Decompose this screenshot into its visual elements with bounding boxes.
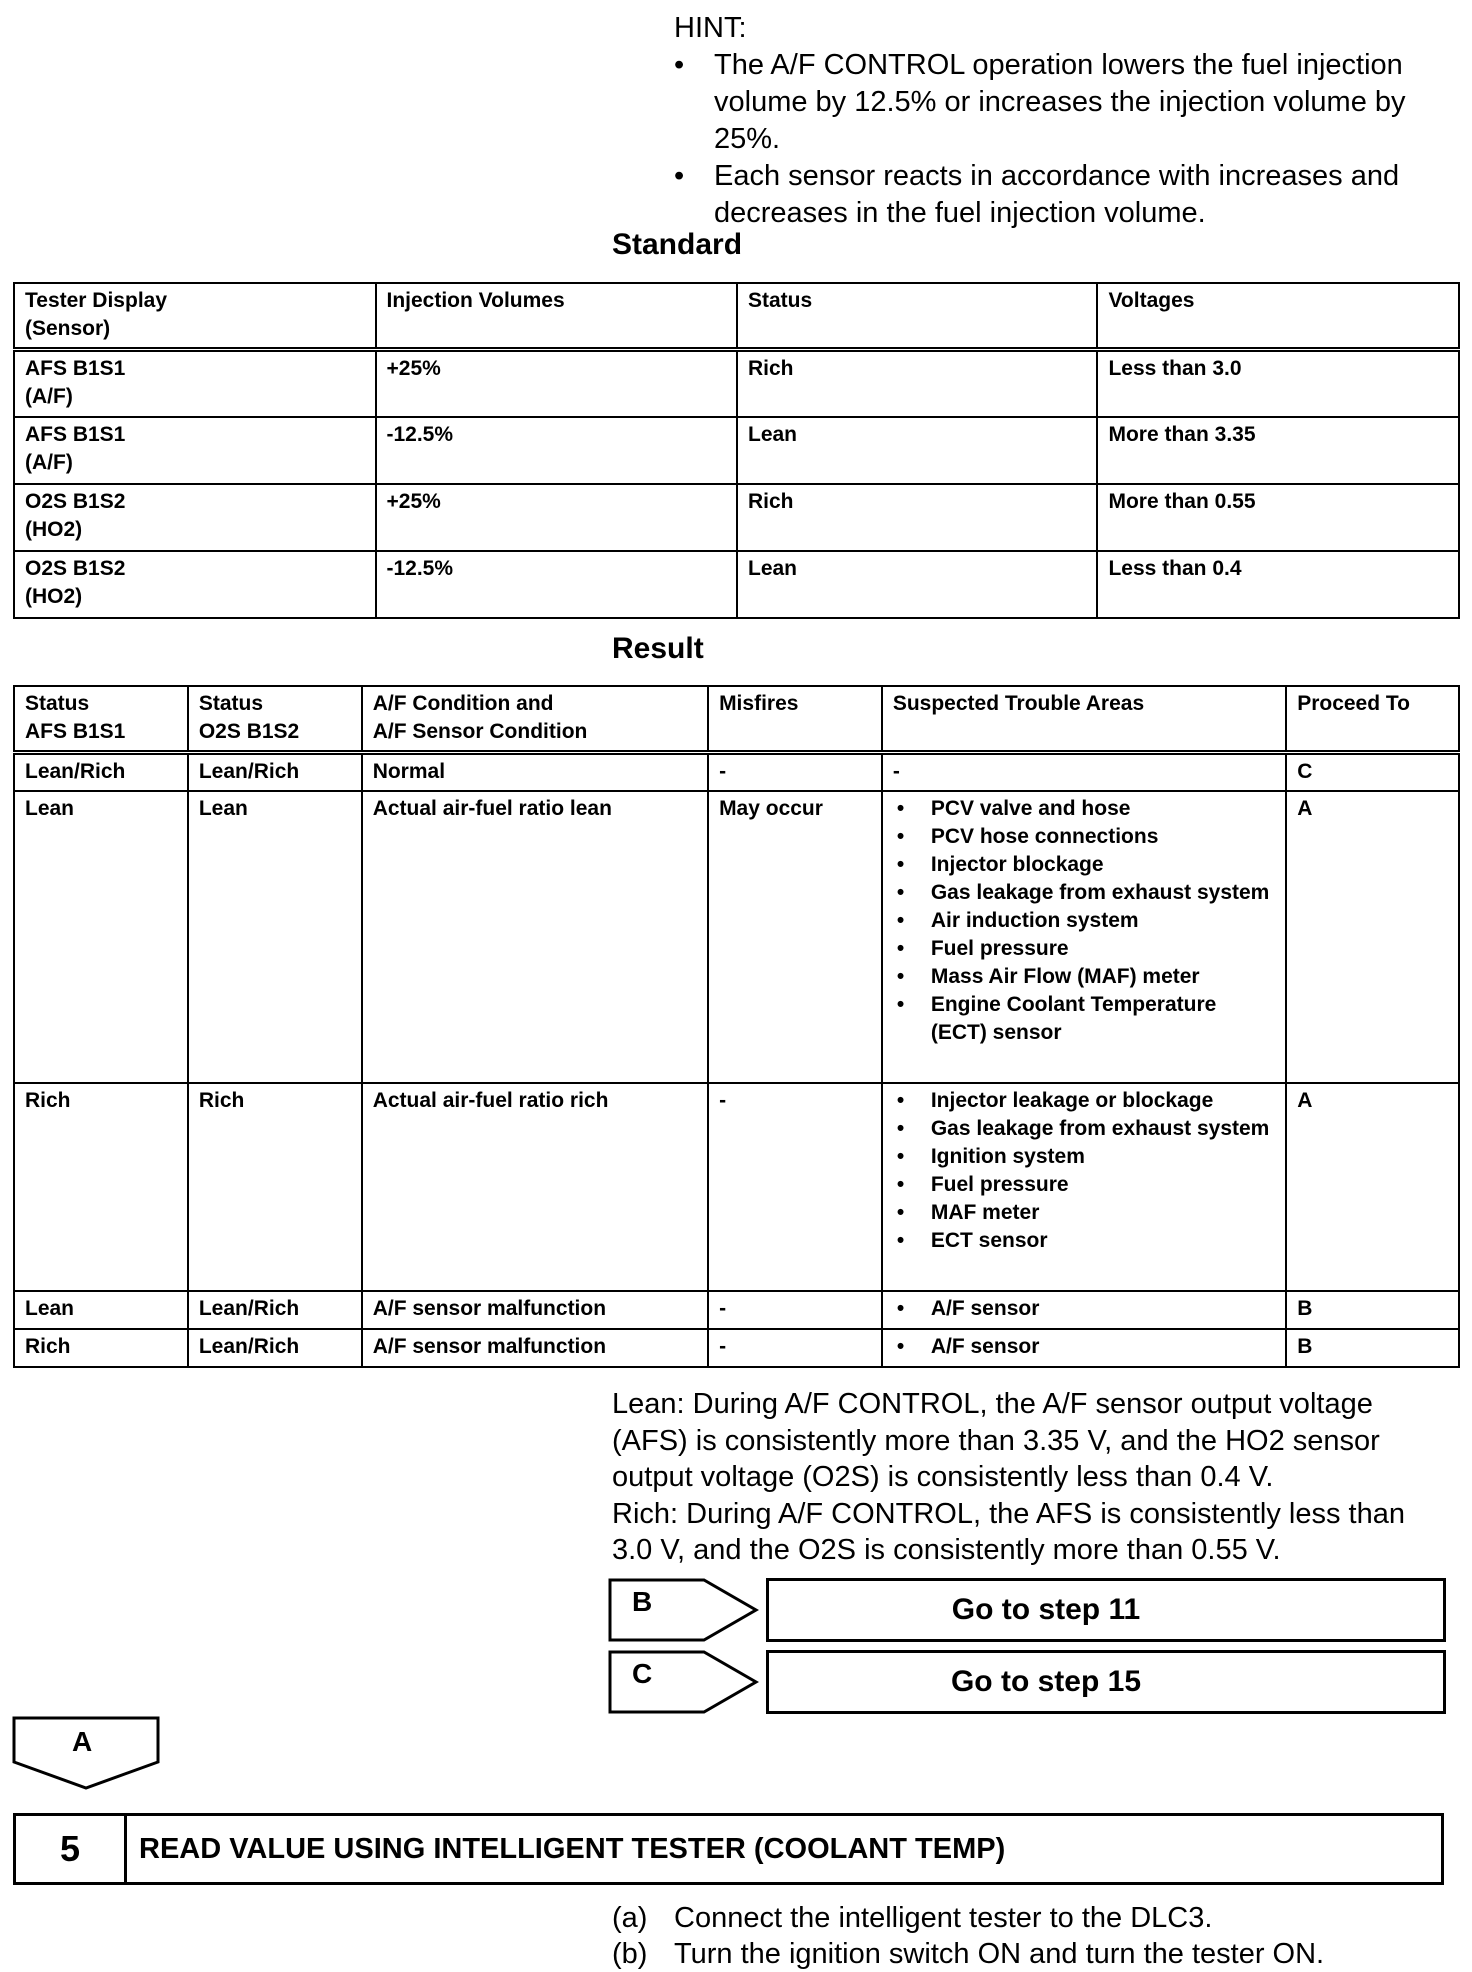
o2s-status-cell: Lean/Rich [188, 1291, 362, 1329]
condition-cell: Actual air-fuel ratio rich [362, 1083, 708, 1291]
branch-b-label: B [632, 1586, 653, 1617]
o2s-status-cell: Lean/Rich [188, 1329, 362, 1367]
standard-table [13, 282, 1460, 619]
trouble-area-list [893, 1295, 1275, 1323]
trouble-areas-cell: - [882, 753, 1286, 792]
afs-status-cell: Rich [14, 1329, 188, 1367]
substep-label: (a) [612, 1902, 648, 1934]
status-cell: Rich [737, 350, 1097, 417]
result-header-cell: Misfires [708, 686, 882, 753]
hint-list [674, 47, 1444, 232]
o2s-status-cell: Lean/Rich [188, 753, 362, 792]
condition-cell: Normal [362, 753, 708, 792]
list-item: • A/F sensor [893, 1295, 1275, 1323]
substep-text: Turn the ignition switch ON and turn the tester ON. [674, 1938, 1325, 1970]
trouble-areas-cell [882, 791, 1286, 1083]
list-item: • Air induction system [893, 907, 1275, 935]
step-number: 5 [16, 1816, 127, 1882]
list-item: • Injector blockage [893, 851, 1275, 879]
list-item: • MAF meter [893, 1199, 1275, 1227]
hint-item: • Each sensor reacts in accordance with increases and decreases in the fuel injection volume. [674, 158, 1444, 232]
standard-header-cell: Tester Display (Sensor) [14, 283, 376, 350]
voltage-cell: Less than 3.0 [1097, 350, 1459, 417]
list-item [612, 1936, 1472, 1972]
proceed-cell: B [1286, 1291, 1459, 1329]
afs-status-cell: Lean [14, 1291, 188, 1329]
misfires-cell: - [708, 1329, 882, 1367]
list-item: • Fuel pressure [893, 935, 1275, 963]
standard-heading: Standard [612, 228, 743, 261]
list-item: • Engine Coolant Temperature (ECT) sensor [893, 991, 1275, 1047]
list-item: • Mass Air Flow (MAF) meter [893, 963, 1275, 991]
lean-note: Lean: During A/F CONTROL, the A/F sensor output voltage (AFS) is consistently more than 3.35 V, and the HO2 sensor output voltage (O2S) is consistently less than 0.4 V. [612, 1388, 1380, 1493]
step-5-header [13, 1813, 1444, 1885]
go-to-step-15-box[interactable] [766, 1650, 1446, 1714]
standard-header-cell: Voltages [1097, 283, 1459, 350]
trouble-areas-cell [882, 1329, 1286, 1367]
substep-label: (b) [612, 1938, 648, 1970]
table-row [14, 753, 1459, 792]
sensor-cell: O2S B1S2 (HO2) [14, 484, 376, 551]
trouble-areas-cell [882, 1083, 1286, 1291]
status-cell: Lean [737, 417, 1097, 484]
sensor-cell: AFS B1S1 (A/F) [14, 350, 376, 417]
result-header-cell: Suspected Trouble Areas [882, 686, 1286, 753]
condition-cell: Actual air-fuel ratio lean [362, 791, 708, 1083]
hint-title: HINT: [674, 12, 747, 44]
list-item: • ECT sensor [893, 1227, 1275, 1255]
result-header-cell: Status AFS B1S1 [14, 686, 188, 753]
hint-item: • The A/F CONTROL operation lowers the fuel injection volume by 12.5% or increases the injection volume by 25%. [674, 47, 1444, 158]
table-row [14, 1291, 1459, 1329]
substep-text: Connect the intelligent tester to the DLC3. [674, 1902, 1213, 1934]
sensor-cell: O2S B1S2 (HO2) [14, 551, 376, 618]
result-header-cell: Proceed To [1286, 686, 1459, 753]
list-item: • Gas leakage from exhaust system [893, 1115, 1275, 1143]
misfires-cell: - [708, 753, 882, 792]
table-row [14, 1083, 1459, 1291]
list-item: • Fuel pressure [893, 1171, 1275, 1199]
list-item: • Injector leakage or blockage [893, 1087, 1275, 1115]
go-to-step-15-text: Go to step 15 [950, 1665, 1142, 1698]
proceed-a-label: A [72, 1726, 93, 1757]
injection-cell: +25% [376, 350, 738, 417]
misfires-cell: May occur [708, 791, 882, 1083]
proceed-cell: A [1286, 1083, 1459, 1291]
status-cell: Lean [737, 551, 1097, 618]
trouble-areas-cell [882, 1291, 1286, 1329]
list-item: • Ignition system [893, 1143, 1275, 1171]
branch-c-label: C [632, 1658, 653, 1689]
result-heading: Result [612, 632, 704, 665]
result-header-row [14, 686, 1459, 753]
trouble-area-list [893, 795, 1275, 1047]
voltage-cell: More than 0.55 [1097, 484, 1459, 551]
hint-block [674, 10, 1444, 232]
voltage-cell: Less than 0.4 [1097, 551, 1459, 618]
standard-header-row [14, 283, 1459, 350]
o2s-status-cell: Lean [188, 791, 362, 1083]
rich-note: Rich: During A/F CONTROL, the AFS is consistently less than 3.0 V, and the O2S is consistently more than 0.55 V. [612, 1497, 1405, 1566]
standard-header-cell: Injection Volumes [376, 283, 738, 350]
o2s-status-cell: Rich [188, 1083, 362, 1291]
proceed-cell: A [1286, 791, 1459, 1083]
result-header-cell: A/F Condition and A/F Sensor Condition [362, 686, 708, 753]
list-item [612, 1900, 1472, 1936]
afs-status-cell: Lean/Rich [14, 753, 188, 792]
sensor-cell: AFS B1S1 (A/F) [14, 417, 376, 484]
go-to-step-11-text: Go to step 11 [951, 1593, 1141, 1626]
result-header-cell: Status O2S B1S2 [188, 686, 362, 753]
misfires-cell: - [708, 1291, 882, 1329]
voltage-cell: More than 3.35 [1097, 417, 1459, 484]
go-to-step-11-box[interactable] [766, 1578, 1446, 1642]
injection-cell: -12.5% [376, 417, 738, 484]
table-row [14, 484, 1459, 551]
result-table [13, 685, 1460, 1368]
branch-c-arrow-icon [608, 1650, 760, 1714]
list-item: • PCV hose connections [893, 823, 1275, 851]
injection-cell: -12.5% [376, 551, 738, 618]
misfires-cell: - [708, 1083, 882, 1291]
lean-rich-notes [612, 1386, 1452, 1569]
table-row [14, 350, 1459, 417]
table-row [14, 417, 1459, 484]
standard-header-cell: Status [737, 283, 1097, 350]
condition-cell: A/F sensor malfunction [362, 1291, 708, 1329]
trouble-area-list [893, 1087, 1275, 1255]
list-item: • A/F sensor [893, 1333, 1275, 1361]
condition-cell: A/F sensor malfunction [362, 1329, 708, 1367]
afs-status-cell: Lean [14, 791, 188, 1083]
proceed-cell: B [1286, 1329, 1459, 1367]
injection-cell: +25% [376, 484, 738, 551]
afs-status-cell: Rich [14, 1083, 188, 1291]
proceed-cell: C [1286, 753, 1459, 792]
table-row [14, 791, 1459, 1083]
step-title: READ VALUE USING INTELLIGENT TESTER (COOLANT TEMP) [139, 1832, 1006, 1865]
status-cell: Rich [737, 484, 1097, 551]
list-item: • Gas leakage from exhaust system [893, 879, 1275, 907]
list-item: • PCV valve and hose [893, 795, 1275, 823]
substep-list [612, 1900, 1472, 1972]
table-row [14, 1329, 1459, 1367]
trouble-area-list [893, 1333, 1275, 1361]
table-row [14, 551, 1459, 618]
branch-b-arrow-icon [608, 1578, 760, 1642]
